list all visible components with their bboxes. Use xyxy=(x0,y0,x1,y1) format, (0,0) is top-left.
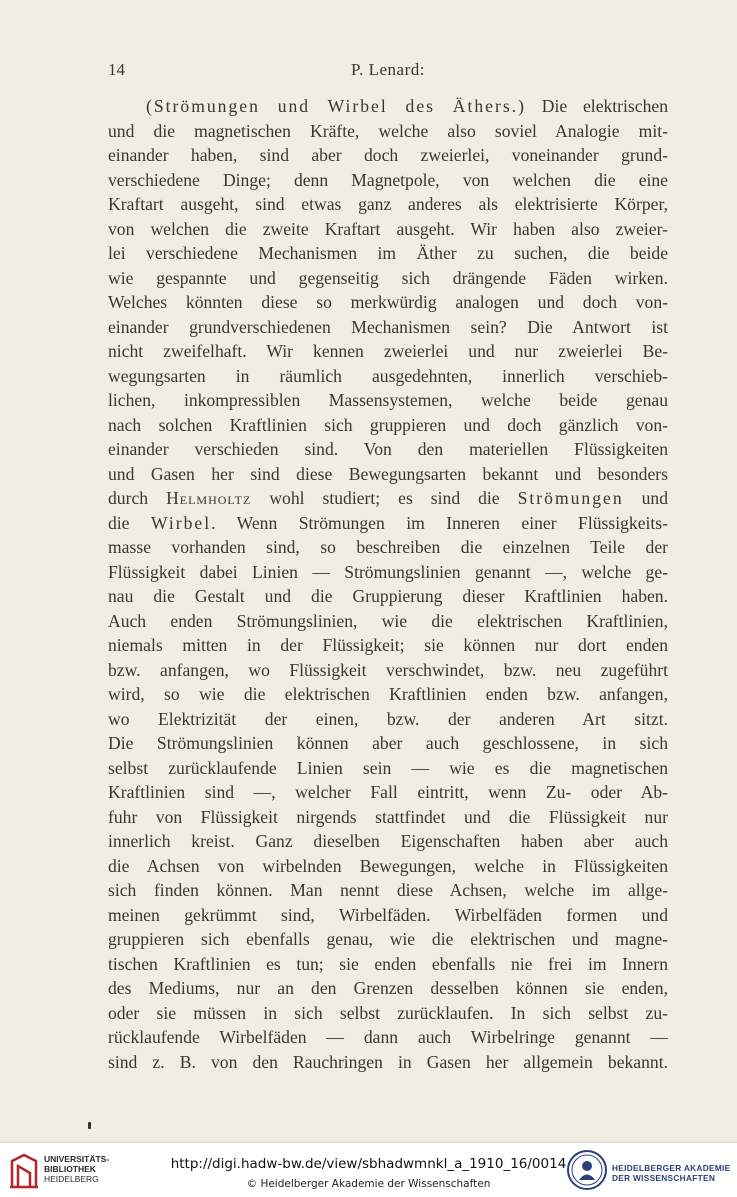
page-number: 14 xyxy=(108,60,125,79)
text-line: meinen gekrümmt sind, Wirbelfäden. Wirbelfäden formen und xyxy=(108,904,668,925)
text-line: durch Helmholtz wohl studiert; es sind die Strömungen und xyxy=(108,488,669,508)
footer-bar xyxy=(0,1142,737,1197)
text-line: Flüssigkeit dabei Linien — Strömungslinien genannt —, welche ge- xyxy=(108,561,668,582)
text-line: lei verschiedene Mechanismen im Äther zu suchen, die beide xyxy=(108,243,668,263)
text-line: tischen Kraftlinien es tun; sie enden ebenfalls nie frei im Innern xyxy=(108,953,668,974)
text-line: gruppieren sich ebenfalls genau, wie die elektrischen und magne- xyxy=(108,929,668,949)
text-line: selbst zurücklaufende Linien sein — wie es die magnetischen xyxy=(108,757,668,778)
text-line: nau die Gestalt und die Gruppierung dieser Kraftlinien haben. xyxy=(108,586,668,606)
running-title: P. Lenard: xyxy=(351,60,425,79)
text-line: sich finden können. Man nennt diese Achsen, welche im allge- xyxy=(108,880,668,900)
text-line: bzw. anfangen, wo Flüssigkeit verschwindet, bzw. neu zugeführt xyxy=(108,659,668,680)
copyright-notice: © Heidelberger Akademie der Wissenschaften xyxy=(246,1178,491,1190)
text-line: und die magnetischen Kräfte, welche also soviel Analogie mit- xyxy=(108,120,668,141)
text-line: des Mediums, nur an den Grenzen desselben können sie enden, xyxy=(108,978,668,998)
text-line: niemals mitten in der Flüssigkeit; sie können nur dort enden xyxy=(108,635,668,655)
text-line: wegungsarten in räumlich ausgedehnten, innerlich verschieb- xyxy=(108,365,668,386)
text-line: einander haben, sind aber doch zweierlei, voneinander grund- xyxy=(108,145,668,165)
text-line: Kraftart ausgeht, sind etwas ganz anderes als elektrisierte Körper, xyxy=(108,194,668,214)
text-line: einander grundverschiedenen Mechanismen sein? Die Antwort ist xyxy=(108,316,668,337)
text-line: verschiedene Dinge; denn Magnetpole, von welchen die eine xyxy=(108,169,668,190)
academy-logo-line-2: DER WISSENSCHAFTEN xyxy=(612,1173,716,1183)
text-line: wo Elektrizität der einen, bzw. der anderen Art sitzt. xyxy=(108,708,668,729)
text-line: wird, so wie die elektrischen Kraftlinien enden bzw. anfangen, xyxy=(108,684,668,704)
text-line: (Strömungen und Wirbel des Äthers.) Die elektrischen xyxy=(146,96,668,116)
text-line: sind z. B. von den Rauchringen in Gasen her allgemein bekannt. xyxy=(108,1051,668,1072)
text-line: die Wirbel. Wenn Strömungen im Inneren einer Flüssigkeits- xyxy=(108,512,668,533)
text-line: masse vorhanden sind, so beschreiben die einzelnen Teile der xyxy=(108,537,668,557)
text-line: innerlich kreist. Ganz dieselben Eigenschaften haben aber auch xyxy=(108,831,668,851)
text-line: lichen, inkompressiblen Massensystemen, welche beide genau xyxy=(108,390,668,410)
text-line: wie gespannte und gegenseitig sich drängende Fäden wirken. xyxy=(108,267,668,288)
library-logo-line-2: BIBLIOTHEK xyxy=(44,1164,96,1174)
text-line: nicht zweifelhaft. Wir kennen zweierlei und nur zweierlei Be- xyxy=(108,341,668,361)
text-line: Welches könnten diese so merkwürdig analogen und doch von- xyxy=(108,292,668,312)
academy-logo-line-1: HEIDELBERGER AKADEMIE xyxy=(612,1163,731,1173)
text-line: von welchen die zweite Kraftart ausgeht. Wir haben also zweier- xyxy=(108,218,668,239)
permalink-url[interactable]: http://digi.hadw-bw.de/view/sbhadwmnkl_a_1910_16/0014 xyxy=(170,1156,567,1172)
text-line: Auch enden Strömungslinien, wie die elektrischen Kraftlinien, xyxy=(108,610,668,631)
text-line: die Achsen von wirbelnden Bewegungen, welche in Flüssigkeiten xyxy=(108,855,668,876)
text-line: und Gasen her sind diese Bewegungsarten bekannt und besonders xyxy=(108,463,668,484)
academy-logo[interactable] xyxy=(566,1149,734,1193)
text-line: rücklaufende Wirbelfäden — dann auch Wirbelringe genannt — xyxy=(108,1027,668,1047)
library-logo-line-1: UNIVERSITÄTS- xyxy=(44,1154,110,1164)
library-logo-line-3: HEIDELBERG xyxy=(44,1174,99,1184)
text-line: nach solchen Kraftlinien sich gruppieren und doch gänzlich von- xyxy=(108,414,668,435)
academy-logo-text xyxy=(612,1163,730,1183)
text-line: Die Strömungslinien können aber auch geschlossene, in sich xyxy=(108,733,668,753)
text-line: einander verschieden sind. Von den materiellen Flüssigkeiten xyxy=(108,439,668,459)
text-line: fuhr von Flüssigkeit nirgends stattfindet und die Flüssigkeit nur xyxy=(108,806,668,827)
text-line: oder sie müssen in sich selbst zurücklaufen. In sich selbst zu- xyxy=(108,1002,668,1023)
text-line: Kraftlinien sind —, welcher Fall eintritt, wenn Zu- oder Ab- xyxy=(108,782,668,802)
scan-mark xyxy=(88,1122,91,1129)
body-text xyxy=(108,94,668,1074)
academy-seal-icon xyxy=(566,1149,608,1191)
page-header xyxy=(108,60,668,84)
